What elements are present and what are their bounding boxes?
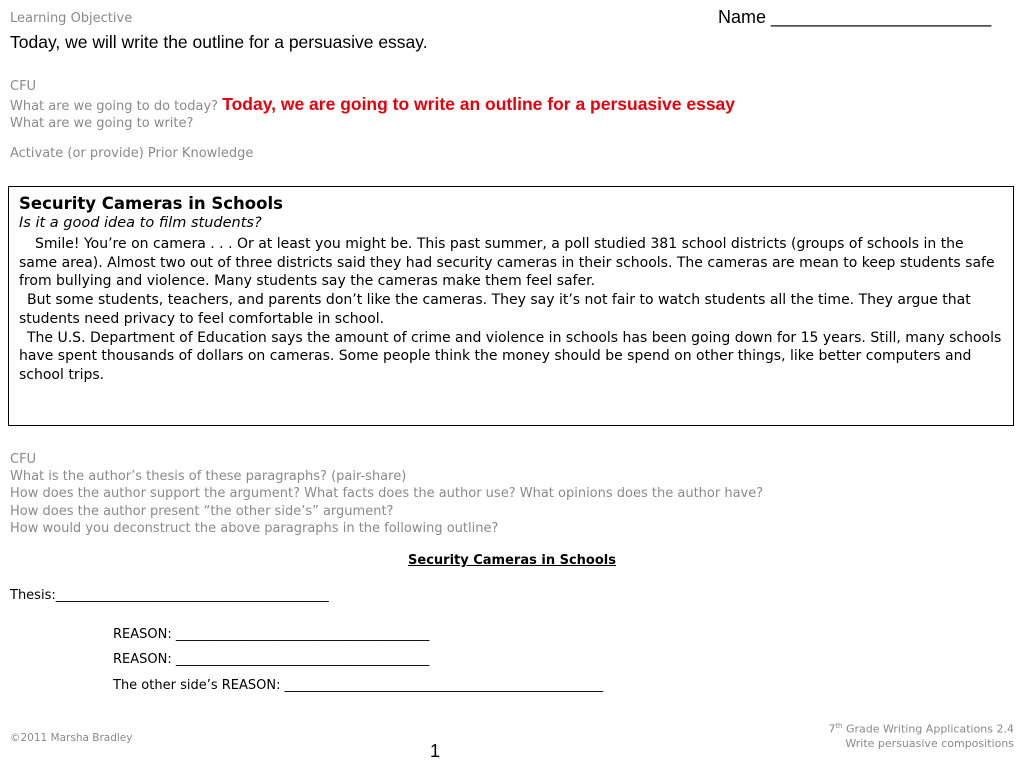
grade-rest: Grade Writing Applications 2.4 (842, 722, 1014, 736)
cfu-top-row1 (10, 93, 736, 116)
outline-thesis: Thesis:__________________________________________ (10, 588, 329, 603)
cfu-top (10, 78, 735, 133)
cfu-answer-1: Today, we are going to write an outline for a persuasive essay (222, 93, 736, 114)
outline-title: Security Cameras in Schools (408, 553, 616, 568)
article-paragraph-3: The U.S. Department of Education says the amount of crime and violence in schools has been going down for 15 years. Still, many schools have spent thousands of dollars on cameras. Some people think the money should be spend on other things, like better computers and school trips. (19, 329, 1002, 383)
cfu-bottom-question-1: What is the author’s thesis of these paragraphs? (pair-share) (10, 469, 407, 485)
outline-reason-2: REASON: _______________________________________ (113, 652, 430, 667)
copyright: ©2011 Marsha Bradley (10, 732, 133, 744)
prior-knowledge-label: Activate (or provide) Prior Knowledge (10, 146, 254, 161)
outline-reason-1: REASON: _______________________________________ (113, 627, 430, 642)
article-subtitle: Is it a good idea to film students? (19, 215, 262, 231)
grade-suffix: th (835, 722, 843, 730)
learning-objective-text: Today, we will write the outline for a persuasive essay. (10, 32, 428, 52)
cfu-bottom-question-2: How does the author support the argument? What facts does the author use? What opinions does the author have? (10, 486, 764, 502)
name-field: Name ______________________ (718, 7, 992, 27)
cfu-bottom-question-3: How does the author present “the other side’s” argument? (10, 503, 394, 519)
cfu-bottom (10, 451, 763, 537)
standard-text: Write persuasive compositions (845, 736, 1014, 750)
outline-other-side-reason: The other side’s REASON: _________________________________________________ (113, 678, 604, 693)
cfu-bottom-question-4: How would you deconstruct the above paragraphs in the following outline? (10, 520, 499, 536)
cfu-question-2: What are we going to write? (10, 116, 194, 131)
grade-number: 7 (828, 722, 836, 736)
page-number: 1 (430, 741, 441, 761)
cfu-bottom-label: CFU (10, 452, 37, 467)
standard-info (828, 719, 1014, 751)
grade-line (828, 719, 1014, 737)
cfu-question-1: What are we going to do today? (10, 98, 219, 114)
article-paragraph-1: Smile! You’re on camera . . . Or at least you might be. This past summer, a poll studied 381 school districts (groups of schools in the same area). Almost two out of three districts said they had security cameras in their schools. The cameras are mean to keep students safe from bullying and violence. Many students say the cameras make them feel safer. (19, 236, 995, 290)
cfu-top-label: CFU (10, 79, 37, 94)
article-paragraph-2: But some students, teachers, and parents don’t like the cameras. They say it’s not fair to watch students all the time. They argue that students need privacy to feel comfortable in school. (19, 292, 971, 327)
article-box (8, 186, 1014, 426)
learning-objective-label: Learning Objective (10, 11, 133, 26)
article-body (19, 235, 1003, 385)
article-title: Security Cameras in Schools (19, 194, 283, 213)
